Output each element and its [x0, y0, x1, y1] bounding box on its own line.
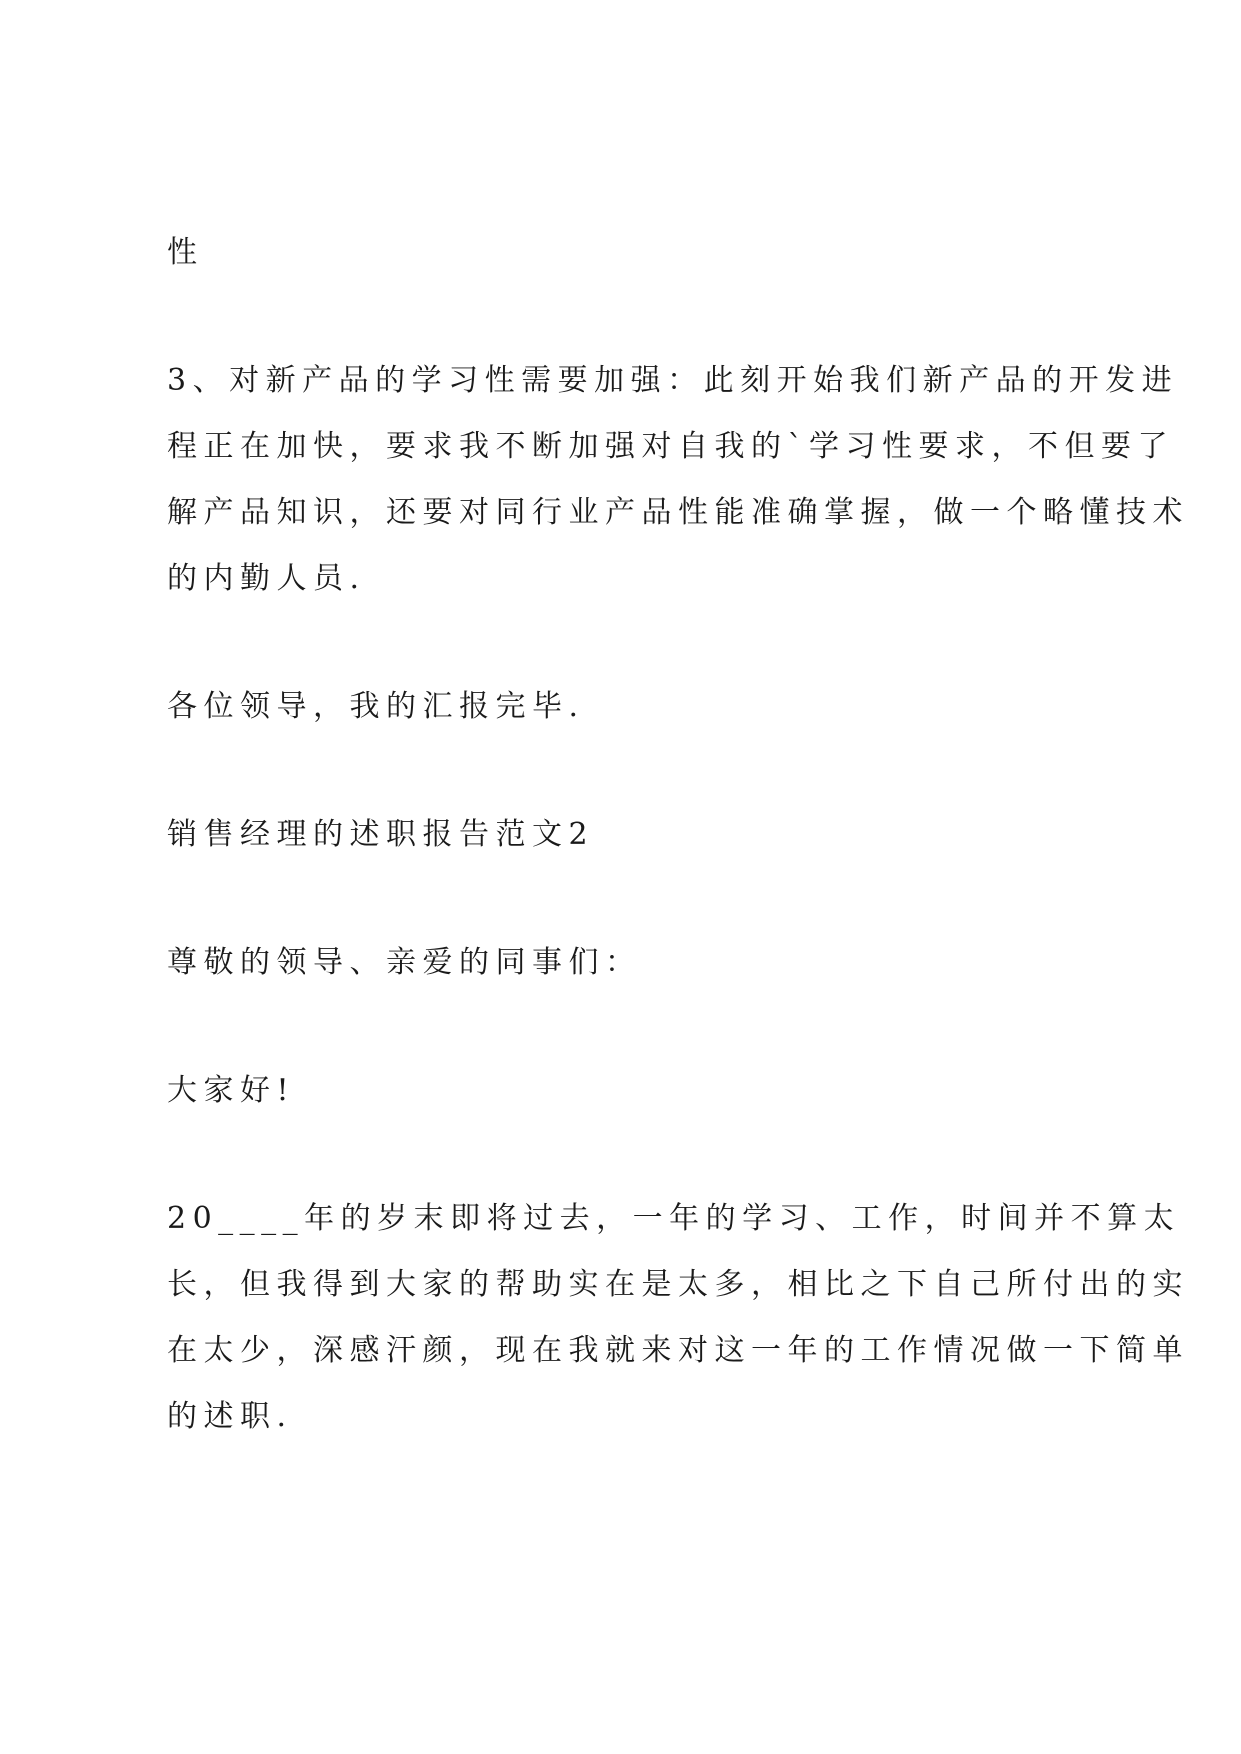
- greeting: 大家好!: [167, 1073, 296, 1108]
- paragraph-line: 长，但我得到大家的帮助实在是太多，相比之下自己所付出的实: [167, 1267, 1189, 1302]
- section-title: 销售经理的述职报告范文2: [167, 817, 595, 852]
- paragraph-fragment: 性: [167, 235, 204, 270]
- paragraph-line: 3、对新产品的学习性需要加强：此刻开始我们新产品的开发进: [167, 363, 1179, 398]
- paragraph-line: 解产品知识，还要对同行业产品性能准确掌握，做一个略懂技术: [167, 495, 1189, 530]
- paragraph-line: 20____年的岁末即将过去，一年的学习、工作，时间并不算太: [167, 1201, 1181, 1236]
- paragraph-line: 的内勤人员.: [167, 561, 366, 596]
- paragraph-line: 程正在加快，要求我不断加强对自我的`学习性要求，不但要了: [167, 429, 1174, 464]
- salutation: 尊敬的领导、亲爱的同事们：: [167, 945, 642, 980]
- paragraph-line: 的述职.: [167, 1399, 293, 1434]
- paragraph-line: 在太少，深感汗颜，现在我就来对这一年的工作情况做一下简单: [167, 1333, 1189, 1368]
- closing-line: 各位领导，我的汇报完毕.: [167, 689, 585, 724]
